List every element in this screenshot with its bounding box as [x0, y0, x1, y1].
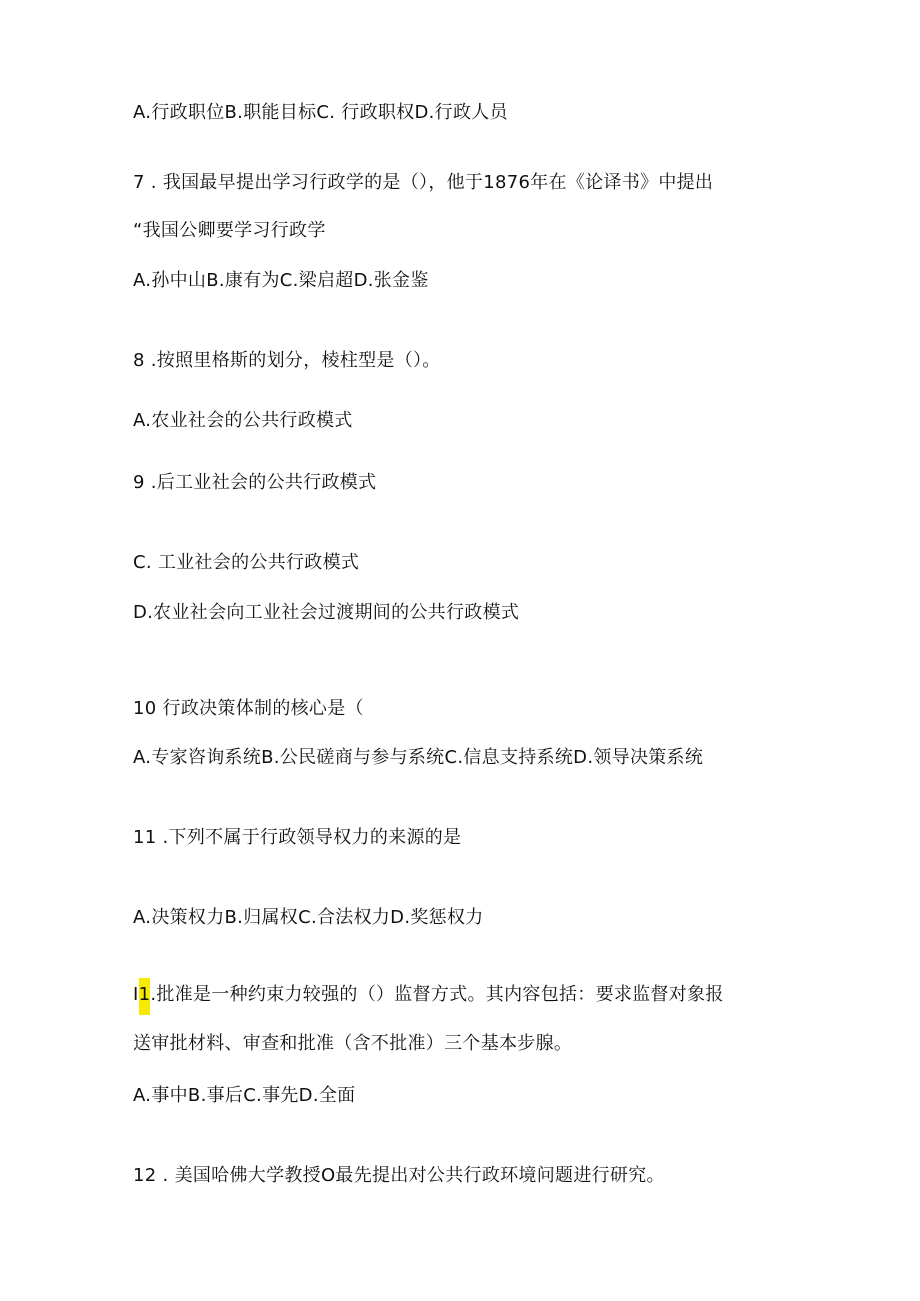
option-line-d: D.农业社会向工业社会过渡期间的公共行政模式 [133, 602, 520, 623]
question-11b-line1 [133, 983, 724, 1007]
question-10: 10 行政决策体制的核心是（ [133, 698, 364, 719]
question-11b-line2: 送审批材料、审查和批准（含不批准）三个基本步腺。 [133, 1033, 573, 1054]
option-line-q11: A.决策权力B.归属权C.合法权力D.奖惩权力 [133, 907, 484, 928]
question-8: 8 .按照里格斯的划分，棱柱型是（）。 [133, 350, 441, 371]
question-7-line1: 7 . 我国最早提出学习行政学的是（），他于1876年在《论译书》中提出 [133, 172, 714, 193]
option-line-c: C. 工业社会的公共行政模式 [133, 552, 360, 573]
question-11b-text: .批准是一种约束力较强的（）监督方式。其内容包括：要求监督对象报 [150, 984, 724, 1005]
question-number-prefix: I [133, 984, 139, 1005]
option-line-q11b: A.事中B.事后C.事先D.全面 [133, 1085, 356, 1106]
question-12: 12 . 美国哈佛大学教授O最先提出对公共行政环境问题进行研究。 [133, 1165, 665, 1186]
question-11: 11 .下列不属于行政领导权力的来源的是 [133, 827, 462, 848]
question-7-line2: “我国公卿要学习行政学 [133, 220, 326, 241]
question-9: 9 .后工业社会的公共行政模式 [133, 472, 377, 493]
option-line-q6: A.行政职位B.职能目标C. 行政职权D.行政人员 [133, 102, 508, 123]
highlighted-digit: 1 [139, 978, 151, 1015]
option-line-q7: A.孙中山B.康有为C.梁启超D.张金鉴 [133, 270, 429, 291]
option-line-q8-a: A.农业社会的公共行政模式 [133, 410, 353, 431]
option-line-q10: A.专家咨询系统B.公民磋商与参与系统C.信息支持系统D.领导决策系统 [133, 747, 704, 768]
